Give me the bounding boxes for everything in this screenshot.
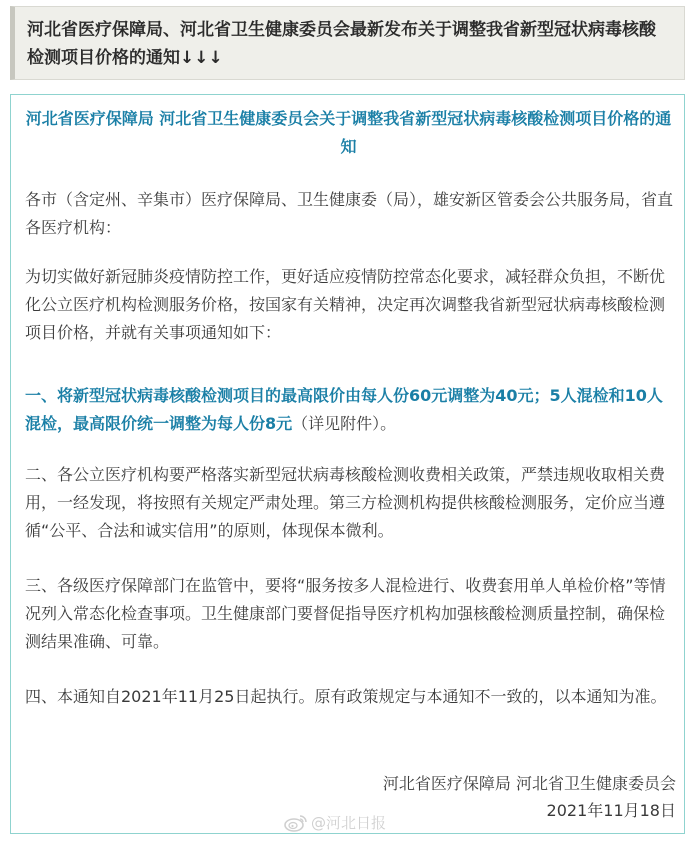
notice-intro: 为切实做好新冠肺炎疫情防控工作，更好适应疫情防控常态化要求，减轻群众负担，不断优化公立医疗机构检测服务价格，按国家有关精神，决定再次调整我省新型冠状病毒核酸检测项目价格，并就有关事项通知如下： [25,267,666,342]
item-1-suffix: （详见附件）。 [292,414,397,433]
item-1-emphasis: 一、将新型冠状病毒核酸检测项目的最高限价由每人份60元调整为40元；5人混检和10人混检，最高限价统一调整为每人份8元 [25,386,663,433]
watermark-text: @河北日报 [311,814,387,832]
headline-text: 河北省医疗保障局、河北省卫生健康委员会最新发布关于调整我省新型冠状病毒核酸检测项目价格的通知↓↓↓ [27,20,656,68]
notice-item-4: 四、本通知自2021年11月25日起执行。原有政策规定与本通知不一致的，以本通知为准。 [25,687,667,706]
notice-title: 河北省医疗保障局 河北省卫生健康委员会关于调整我省新型冠状病毒核酸检测项目价格的通知 [25,109,672,156]
weibo-icon [284,814,308,832]
notice-item-2: 二、各公立医疗机构要严格落实新型冠状病毒核酸检测收费相关政策，严禁违规收取相关费用，一经发现，将按照有关规定严肃处理。第三方检测机构提供核酸检测服务，定价应当遵循“公平、合法和诚实信用”的原则，体现保本微利。 [25,465,666,540]
notice-salutation: 各市（含定州、辛集市）医疗保障局、卫生健康委（局），雄安新区管委会公共服务局，省直各医疗机构： [25,190,674,237]
notice-item-3: 三、各级医疗保障部门在监管中，要将“服务按多人混检进行、收费套用单人单检价格”等情况列入常态化检查事项。卫生健康部门要督促指导医疗机构加强核酸检测质量控制，确保检测结果准确、可靠。 [25,576,666,651]
signature-date: 2021年11月18日 [546,801,676,820]
notice-box [10,94,685,834]
source-watermark [284,813,386,833]
signature-org: 河北省医疗保障局 河北省卫生健康委员会 [382,774,676,793]
notice-item-1 [25,382,675,438]
headline-banner [10,6,685,80]
notice-signature [383,770,676,824]
